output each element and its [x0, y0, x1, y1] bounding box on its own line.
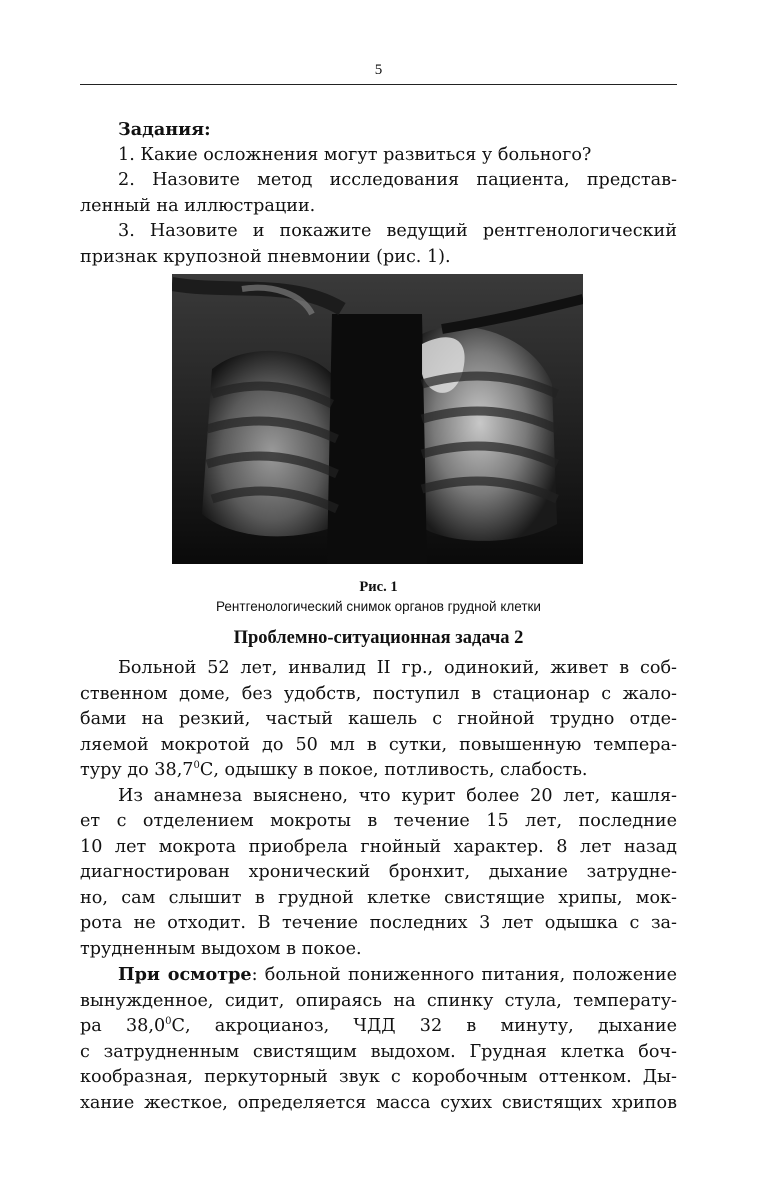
paragraph-1-line-1: Больной 52 лет, инвалид II гр., одинокий, живет в соб-	[118, 658, 677, 678]
exam-lead: При осмотре	[118, 964, 252, 985]
paragraph-2-line-1: Из анамнеза выяснено, что курит более 20 лет, кашля-	[118, 785, 677, 806]
paragraph-2-line-2: ет с отделением мокроты в течение 15 лет, последние	[80, 811, 677, 831]
problem-title: Проблемно-ситуационная задача 2	[233, 628, 524, 648]
chest-xray-image	[172, 274, 583, 564]
tasks-block	[80, 117, 677, 270]
exam-text: : больной пониженного питания, положение	[251, 965, 678, 985]
xray-graphic	[172, 274, 583, 564]
paragraph-2-line-7: трудненным выдохом в покое.	[80, 938, 362, 959]
figure-caption: Рентгенологический снимок органов грудной клетки	[216, 599, 541, 614]
paragraph-1-line-2: ственном доме, без удобств, поступил в стационар с жало-	[80, 683, 677, 704]
temp-text: туру до 38,7	[80, 760, 194, 780]
temp-exam-after: С, акроцианоз, ЧДД 32 в минуту, дыхание	[171, 1016, 677, 1036]
paragraph-3-line-1	[80, 962, 677, 989]
problem-body	[80, 656, 677, 1116]
paragraph-2-line-5: но, сам слышит в грудной клетке свистящие хрипы, мок-	[80, 887, 677, 908]
task-question-2-line-2: ленный на иллюстрации.	[80, 195, 316, 216]
paragraph-3-line-5: кообразная, перкуторный звук с коробочным оттенком. Ды-	[80, 1067, 677, 1087]
degree-sup-2: 0	[165, 1016, 172, 1027]
paragraph-3-line-2: вынужденное, сидит, опираясь на спинку стула, температу-	[80, 990, 677, 1011]
page-number: 5	[374, 62, 383, 78]
task-question-2-line-1: 2. Назовите метод исследования пациента, представ-	[118, 170, 677, 190]
paragraph-1-line-5	[80, 758, 677, 784]
tasks-heading: Задания:	[118, 119, 211, 140]
paragraph-3-line-3	[80, 1014, 677, 1040]
paragraph-2-line-6: рота не отходит. В течение последних 3 лет одышка с за-	[80, 913, 677, 933]
paragraph-3-line-6: хание жесткое, определяется масса сухих свистящих хрипов	[80, 1092, 677, 1113]
degree-sup: 0	[193, 760, 200, 771]
paragraph-2-line-4: диагностирован хронический бронхит, дыхание затрудне-	[80, 862, 677, 882]
paragraph-1-line-3: бами на резкий, частый кашель с гнойной трудно отде-	[80, 709, 677, 729]
paragraph-3-line-4: с затрудненным свистящим выдохом. Грудная клетка боч-	[80, 1041, 677, 1062]
task-question-1: 1. Какие осложнения могут развиться у больного?	[118, 144, 592, 165]
temp-exam-text: ра 38,0	[80, 1016, 166, 1036]
header-rule	[80, 84, 677, 85]
paragraph-2-line-3: 10 лет мокрота приобрела гнойный характер. 8 лет назад	[80, 836, 677, 857]
temp-text-after: С, одышку в покое, потливость, слабость.	[199, 760, 588, 780]
figure-label: Рис. 1	[359, 579, 398, 595]
paragraph-1-line-4: ляемой мокротой до 50 мл в сутки, повышенную темпера-	[80, 734, 677, 755]
task-question-3-line-2: признак крупозной пневмонии (рис. 1).	[80, 246, 451, 267]
task-question-3-line-1: 3. Назовите и покажите ведущий рентгенологический	[118, 221, 677, 241]
